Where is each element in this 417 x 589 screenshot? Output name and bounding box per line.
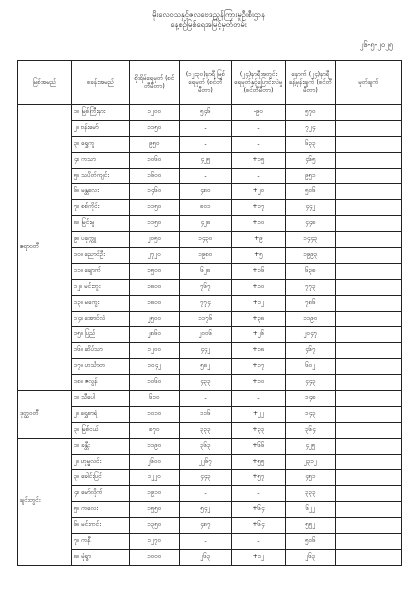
table-row <box>18 232 402 248</box>
station-name: ၁၁။ ချောက် <box>72 263 130 279</box>
current-level: ၇၇၄ <box>180 295 232 311</box>
remarks-cell <box>336 295 402 311</box>
danger-level: ၁၉၁၀ <box>130 486 180 502</box>
remarks-cell <box>336 105 402 121</box>
station-name: ၁၆။ ဆိပ်သာ <box>72 343 130 359</box>
current-level: ၄၈၀ <box>180 184 232 200</box>
forecast-level: ၄၆၇ <box>286 343 336 359</box>
level-change: +၅ <box>232 248 286 264</box>
level-change: +၆၄ <box>232 502 286 518</box>
table-row <box>18 406 402 422</box>
level-change: +၁၇ <box>232 359 286 375</box>
danger-level: ၁၃၅၀ <box>130 518 180 534</box>
current-level: ၂၆၃ <box>180 549 232 565</box>
forecast-level: ၁၄၄၃ <box>286 232 336 248</box>
station-name: ၁၀။ ညောင်ဦး <box>72 248 130 264</box>
current-level: - <box>180 486 232 502</box>
remarks-cell <box>336 120 402 136</box>
remarks-cell <box>336 549 402 565</box>
forecast-level: ၆၃၃ <box>286 136 336 152</box>
station-name: ၇။ စစ်ကိုင်း <box>72 200 130 216</box>
table-row <box>18 518 402 534</box>
danger-level: ၁၀၄၂ <box>130 359 180 375</box>
forecast-level: ၆၃၈ <box>286 263 336 279</box>
table-row <box>18 470 402 486</box>
remarks-cell <box>336 486 402 502</box>
danger-level: ၂၈၆၀ <box>130 327 180 343</box>
level-change: +၅၇ <box>232 470 286 486</box>
forecast-level: ၁၄၈ <box>286 391 336 407</box>
forecast-level: ၃၃၃ <box>286 486 336 502</box>
danger-level: ၁၈၀၀ <box>130 295 180 311</box>
col-header-region: မြစ်အမည် <box>18 61 72 105</box>
table-row <box>18 279 402 295</box>
station-name: ၂။ ရွှေစာရံ <box>72 406 130 422</box>
danger-level: ၁၂၀၀ <box>130 343 180 359</box>
station-name: ၁၈။ ဇလွန် <box>72 375 130 391</box>
forecast-level: ၇၂၄ <box>286 120 336 136</box>
danger-level: ၁၀၁၀ <box>130 406 180 422</box>
station-name: ၆။ မန္တလေး <box>72 184 130 200</box>
current-level: ၅၄၂ <box>180 502 232 518</box>
danger-level: ၂၇၂၀ <box>130 248 180 264</box>
level-change: +၉ <box>232 232 286 248</box>
danger-level: ၁၁၅၀ <box>130 200 180 216</box>
forecast-level: ၁၁၉၀ <box>286 311 336 327</box>
remarks-cell <box>336 502 402 518</box>
table-row <box>18 438 402 454</box>
forecast-level: ၄၅၁ <box>286 470 336 486</box>
forecast-level: ၄၄၃ <box>286 375 336 391</box>
current-level: ၈၀၁ <box>180 200 232 216</box>
current-level: - <box>180 534 232 550</box>
col-header-danger: စိုးရိမ်ရေမှတ် (စင်တီမီတာ) <box>130 61 180 105</box>
current-level: ၂၂၆၇ <box>180 454 232 470</box>
danger-level: ၁၆၀၀ <box>130 168 180 184</box>
level-change: +၂၆ <box>232 327 286 343</box>
current-level: ၄၂၈ <box>180 216 232 232</box>
forecast-level: ၄၄၈ <box>286 216 336 232</box>
remarks-cell <box>336 470 402 486</box>
forecast-level: ၉၅၁ <box>286 168 336 184</box>
table-row <box>18 422 402 438</box>
current-level: ၆၂၈ <box>180 263 232 279</box>
danger-level: ၁၅၅၀ <box>130 502 180 518</box>
level-change: +၅၅ <box>232 454 286 470</box>
table-body <box>18 105 402 566</box>
forecast-level: ၂၀၄၇ <box>286 327 336 343</box>
current-level: ၇၆၇ <box>180 279 232 295</box>
level-change: +၁၂ <box>232 295 286 311</box>
table-row <box>18 136 402 152</box>
level-change: - <box>232 534 286 550</box>
danger-level: ၁၀၆၀ <box>130 152 180 168</box>
level-change: +၁၇ <box>232 200 286 216</box>
level-change: - <box>232 168 286 184</box>
current-level: ၄၄၂ <box>180 343 232 359</box>
danger-level: ၁၈၀၀ <box>130 279 180 295</box>
remarks-cell <box>336 248 402 264</box>
danger-level: ၂၆၀၀ <box>130 454 180 470</box>
station-name: ၈။ မုံရွာ <box>72 549 130 565</box>
region-name: ချင်းတွင်း <box>18 438 72 565</box>
danger-level: ၁၀၀၀ <box>130 549 180 565</box>
forecast-level: ၅၅၂ <box>286 518 336 534</box>
remarks-cell <box>336 359 402 375</box>
table-row <box>18 105 402 121</box>
table-row <box>18 343 402 359</box>
station-name: ၇။ ကနီ <box>72 534 130 550</box>
level-change: - <box>232 391 286 407</box>
danger-level: ၁၁၅၀ <box>130 216 180 232</box>
table-row <box>18 454 402 470</box>
remarks-cell <box>336 152 402 168</box>
current-level: ၄၄၃ <box>180 470 232 486</box>
remarks-cell <box>336 375 402 391</box>
table-header-row <box>18 61 402 105</box>
table-row <box>18 216 402 232</box>
remarks-cell <box>336 391 402 407</box>
table-row <box>18 391 402 407</box>
table-row <box>18 549 402 565</box>
table-row <box>18 152 402 168</box>
forecast-level: ၅၀၆ <box>286 184 336 200</box>
table-row <box>18 200 402 216</box>
danger-level: ၆၁၀ <box>130 391 180 407</box>
remarks-cell <box>336 279 402 295</box>
table-row <box>18 248 402 264</box>
remarks-cell <box>336 422 402 438</box>
station-name: ၃။ မြစ်ငယ် <box>72 422 130 438</box>
danger-level: ၁၁၅၀ <box>130 120 180 136</box>
water-level-table <box>17 60 402 566</box>
forecast-level: ၁၉၉၃ <box>286 248 336 264</box>
danger-level: ၉၅၀ <box>130 136 180 152</box>
remarks-cell <box>336 184 402 200</box>
level-change: +၁၀ <box>232 216 286 232</box>
station-name: ၈။ မြင်းမူ <box>72 216 130 232</box>
station-name: ၄။ ကသာ <box>72 152 130 168</box>
current-level: ၁၁၇၆ <box>180 311 232 327</box>
danger-level: ၁၁၉၀ <box>130 438 180 454</box>
remarks-cell <box>336 263 402 279</box>
table-row <box>18 502 402 518</box>
danger-level: ၁၂၂၀ <box>130 470 180 486</box>
level-change: - <box>232 120 286 136</box>
forecast-level: ၁၄၃ <box>286 406 336 422</box>
forecast-level: ၅၇၀ <box>286 105 336 121</box>
remarks-cell <box>336 232 402 248</box>
table-row <box>18 359 402 375</box>
danger-level: ၁၄၆၀ <box>130 184 180 200</box>
table-row <box>18 311 402 327</box>
col-header-station: စခန်းအမည် <box>72 61 130 105</box>
level-change: +၁၆ <box>232 263 286 279</box>
forecast-level: ၆၂၂ <box>286 502 336 518</box>
danger-level: ၂၅၀၀ <box>130 311 180 327</box>
current-level: ၅၈၂ <box>180 359 232 375</box>
level-change: +၃၈ <box>232 311 286 327</box>
forecast-level: ၃၆၄ <box>286 422 336 438</box>
current-level: ၁၁၆ <box>180 406 232 422</box>
station-name: ၅။ သပိတ်ကျင်း <box>72 168 130 184</box>
remarks-cell <box>336 454 402 470</box>
danger-level: ၁၀၆၀ <box>130 375 180 391</box>
table-row <box>18 263 402 279</box>
remarks-cell <box>336 534 402 550</box>
danger-level: ၁၂၇၀ <box>130 534 180 550</box>
station-name: ၄။ မော်လိုက် <box>72 486 130 502</box>
station-name: ၂။ ဟုမ္မလင်း <box>72 454 130 470</box>
col-header-remarks: မှတ်ချက် <box>336 61 402 105</box>
forecast-level: ၄၂၅ <box>286 438 336 454</box>
remarks-cell <box>336 343 402 359</box>
col-header-level: (၁၂း၃၀)နာရီ မြစ်ရေမှတ် (စင်တီမီတာ) <box>180 61 232 105</box>
forecast-level: ၄၆၅ <box>286 152 336 168</box>
danger-level: ၁၅၀၀ <box>130 263 180 279</box>
forecast-level: ၅၀၆ <box>286 534 336 550</box>
table-row <box>18 168 402 184</box>
station-name: ၅။ ကလေး <box>72 502 130 518</box>
level-change: +၆၄ <box>232 518 286 534</box>
forecast-level: ၇၈၆ <box>286 295 336 311</box>
current-level: ၃၃၃ <box>180 422 232 438</box>
level-change: -၉၀ <box>232 105 286 121</box>
level-change: +၂၂ <box>232 406 286 422</box>
station-name: ၁၂။ မင်းဘူး <box>72 279 130 295</box>
document-title: မိုးလေဝသနှင့်ဇလဗေဒညွှန်ကြားမှုဦးစီးဌာန <box>152 10 265 19</box>
current-level: ၄၈၇ <box>180 518 232 534</box>
forecast-level: ၆၀၂ <box>286 359 336 375</box>
table-row <box>18 486 402 502</box>
remarks-cell <box>336 168 402 184</box>
forecast-level: ၇၇၃ <box>286 279 336 295</box>
station-name: ၁၅။ ပြည် <box>72 327 130 343</box>
forecast-level: ၂၆၃ <box>286 549 336 565</box>
region-name: ဒုတ္ထဝတီ <box>18 391 72 439</box>
current-level: ၄၂၅ <box>180 152 232 168</box>
report-date: ၂၆-၅-၂၀၂၅ <box>359 40 393 49</box>
station-name: ၁။ မြစ်ကြီးနား <box>72 105 130 121</box>
forecast-level: ၂၃၁၂ <box>286 454 336 470</box>
station-name: ၁၄။ အောင်လံ <box>72 311 130 327</box>
level-change: +၁၈ <box>232 343 286 359</box>
station-name: ၉။ ပခုက္ကူ <box>72 232 130 248</box>
remarks-cell <box>336 438 402 454</box>
remarks-cell <box>336 311 402 327</box>
current-level: - <box>180 120 232 136</box>
station-name: ၂။ ဗန်းမော် <box>72 120 130 136</box>
level-change: +၁၀ <box>232 375 286 391</box>
col-header-forecast: နောက် (၂၄)နာရီ ခန့်မှန်းချက် (စင်တီမီတာ) <box>286 61 336 105</box>
current-level: ၂၀၀၆ <box>180 327 232 343</box>
station-name: ၁၇။ ဟင်္သာတ <box>72 359 130 375</box>
level-change: - <box>232 136 286 152</box>
current-level: ၅၄၆ <box>180 105 232 121</box>
danger-level: ၁၂၀၀ <box>130 105 180 121</box>
level-change: +၆၆ <box>232 438 286 454</box>
current-level: ၄၃၃ <box>180 375 232 391</box>
station-name: ၁။ သီပေါ <box>72 391 130 407</box>
forecast-level: ၄၄၂ <box>286 200 336 216</box>
table-row <box>18 375 402 391</box>
table-row <box>18 534 402 550</box>
current-level: - <box>180 391 232 407</box>
remarks-cell <box>336 406 402 422</box>
station-name: ၁။ ခန္တီး <box>72 438 130 454</box>
current-level: ၁၉၈၀ <box>180 248 232 264</box>
current-level: - <box>180 168 232 184</box>
level-change: +၂၀ <box>232 184 286 200</box>
current-level: ၃၆၃ <box>180 438 232 454</box>
station-name: ၁၃။ မကွေး <box>72 295 130 311</box>
remarks-cell <box>336 136 402 152</box>
region-name: ဧရာဝတီ <box>18 105 72 391</box>
remarks-cell <box>336 216 402 232</box>
current-level: ၁၄၃၀ <box>180 232 232 248</box>
level-change: - <box>232 486 286 502</box>
level-change: +၁၂ <box>232 549 286 565</box>
remarks-cell <box>336 518 402 534</box>
remarks-cell <box>336 200 402 216</box>
remarks-cell <box>336 327 402 343</box>
table-row <box>18 295 402 311</box>
danger-level: ၂၀၅၀ <box>130 232 180 248</box>
danger-level: ၈၇၀ <box>130 422 180 438</box>
level-change: +၃၃ <box>232 422 286 438</box>
level-change: +၁၀ <box>232 279 286 295</box>
level-change: +၁၅ <box>232 152 286 168</box>
table-row <box>18 120 402 136</box>
table-row <box>18 327 402 343</box>
table-row <box>18 184 402 200</box>
station-name: ၆။ မင်းကင်း <box>72 518 130 534</box>
col-header-change: (၂၄)နာရီအတွင်း ရေမှတ်နှင့်ပြောင်းလဲမှု (စင်တီမီတာ) <box>232 61 286 105</box>
station-name: ၃။ ခေါင်းပြင် <box>72 470 130 486</box>
document-subtitle: နေ့စဉ်မြစ်ရေအမြင့်မှတ်တမ်း <box>170 20 247 29</box>
station-name: ၃။ ရွှေကူ <box>72 136 130 152</box>
current-level: - <box>180 136 232 152</box>
